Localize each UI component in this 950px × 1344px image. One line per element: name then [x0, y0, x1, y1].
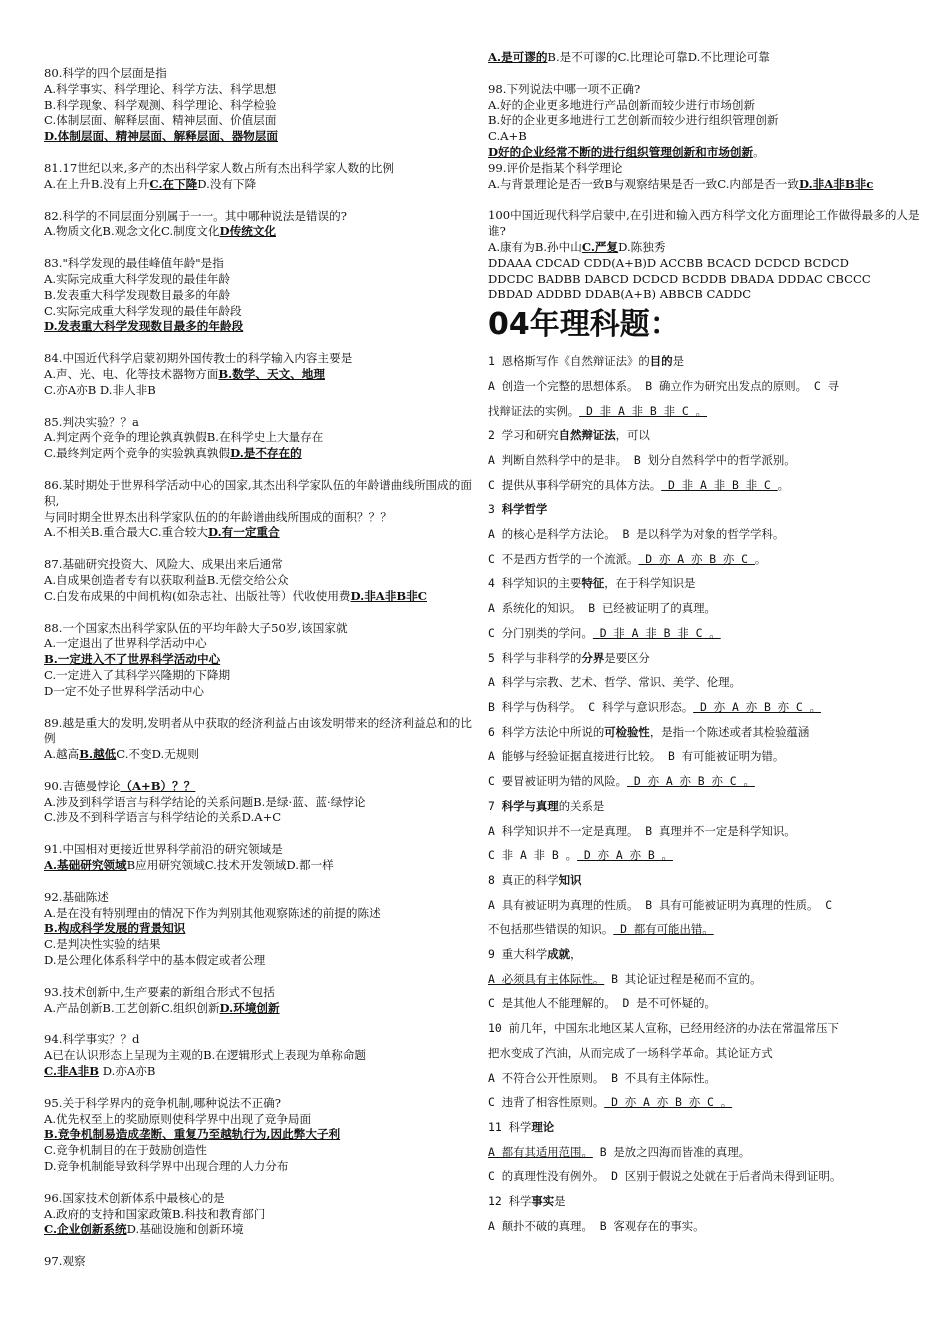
question-stem: 86.某时期处于世界科学活动中心的国家,其杰出科学家队伍的年龄谱曲线所围成的面积,	[44, 477, 472, 508]
option: A.物质文化B.观念文化C.制度文化	[44, 224, 220, 239]
option: A.不相关B.重合最大C.重合较大	[44, 525, 208, 540]
item-text: A 具有被证明为真理的性质。 B 具有可能被证明为真理的性质。 C	[488, 897, 833, 912]
answer-key-line: DDAAA CDCAD CDD(A+B)D ACCBB BCACD DCDCD BCDCD	[488, 255, 849, 270]
option: C.是判决性实验的结果	[44, 937, 161, 952]
bold-keyword: 科学与真理	[501, 798, 559, 813]
option: A.产品创新B.工艺创新C.组织创新	[44, 1000, 220, 1015]
item-line	[488, 1016, 928, 1041]
bold-keyword: 自然辩证法	[558, 428, 616, 443]
underlined-answer: D 亦 A 亦 B 亦 C 。	[693, 700, 822, 714]
underlined-answer: D 亦 A 亦 B 。	[577, 848, 673, 863]
option: C.体制层面、解释层面、精神层面、价值层面	[44, 113, 277, 128]
answer-key-line: DDCDC BADBB DABCD DCDCD BCDDB DBADA DDDAC CBCCC	[488, 271, 871, 286]
question-stem: 95.关于科学界内的竞争机制,哪种说法不正确?	[44, 1095, 282, 1110]
item-text: B 是放之四海而皆准的真理。	[592, 1144, 751, 1159]
question-95	[44, 1096, 480, 1175]
bold-keyword: 事实	[531, 1194, 555, 1209]
item-line	[488, 819, 928, 844]
item-text: 是	[672, 354, 684, 369]
item-text: 3	[488, 502, 502, 517]
item-list	[488, 349, 928, 1238]
item-text: ，是指一个陈述或者其检验蕴涵	[649, 724, 810, 739]
punctuation: 。	[753, 144, 765, 159]
question-stem: 84.中国近代科学启蒙初期外国传教士的科学输入内容主要是	[44, 351, 353, 366]
underlined-answer: A 必须具有主体际性。	[488, 971, 605, 986]
underlined-answer: D 亦 A 亦 B 亦 C 。	[604, 1095, 733, 1110]
answer-option: A.是可谬的	[488, 50, 548, 64]
item-text: ，在于科学知识是	[604, 576, 696, 591]
item-line	[488, 991, 928, 1016]
item-line	[488, 967, 928, 992]
item-text: 4 科学知识的主要	[488, 576, 582, 591]
item-line	[488, 868, 928, 893]
option: C.一定进入了其科学兴隆期的下降期	[44, 667, 231, 682]
question-98	[488, 82, 928, 161]
question-92	[44, 890, 480, 969]
answer-option: D.非A非B非c	[798, 176, 874, 191]
item-text: A 科学与宗教、艺术、哲学、常识、美学、伦理。	[488, 675, 741, 690]
option: A.涉及到科学语言与科学结论的关系问题B.是绿·蓝、蓝·绿悖论	[44, 794, 366, 809]
item-line	[488, 917, 928, 942]
item-text: 9 重大科学	[488, 947, 548, 962]
item-text: A 不符合公开性原则。 B 不具有主体际性。	[488, 1070, 716, 1085]
item-text: C 不是西方哲学的一个流派。	[488, 551, 639, 566]
option: C.A+B	[488, 129, 527, 144]
question-88	[44, 621, 480, 700]
option: A.好的企业更多地进行产品创新而较少进行市场创新	[488, 97, 756, 112]
question-86	[44, 478, 480, 541]
question-87	[44, 557, 480, 604]
answer-option: D传统文化	[219, 224, 276, 239]
item-line	[488, 1041, 928, 1066]
question-89	[44, 716, 480, 763]
item-text: A 颠扑不破的真理。 B 客观存在的事实。	[488, 1218, 705, 1233]
item-text: 10 前几年，中国东北地区某人宣称，已经用经济的办法在常温常压下	[488, 1021, 839, 1036]
item-text: A 判断自然科学中的是非。 B 划分自然科学中的哲学派别。	[488, 452, 796, 467]
answer-key-line: DBDAD ADDBD DDAB(A+B) ABBCB CADDC	[488, 287, 752, 302]
item-text: ，	[570, 947, 582, 962]
question-stem: 97.观察	[44, 1254, 86, 1269]
option: D.基础设施和创新环境	[126, 1222, 244, 1237]
answer-option: B.竞争机制易造成垄断、重复乃至越轨行为,因此弊大子利	[44, 1127, 341, 1142]
answer-option: D.是不存在的	[230, 446, 302, 461]
item-text: C 违背了相容性原则。	[488, 1095, 605, 1110]
item-text: 2 学习和研究	[488, 428, 559, 443]
item-line	[488, 621, 928, 646]
item-text: 11 科学	[488, 1119, 532, 1134]
option: A.优先权至上的奖励原则使科学界中出现了竞争局面	[44, 1111, 312, 1126]
option: A.声、光、电、化等技术器物方面	[44, 366, 219, 381]
item-line	[488, 1189, 928, 1214]
item-line	[488, 893, 928, 918]
question-stem: 94.科学事实？？d	[44, 1032, 140, 1047]
bold-keyword: 分界	[581, 650, 605, 665]
option: B应用研究领域C.技术开发领域D.都一样	[126, 858, 334, 873]
item-text: C 提供从事科学研究的具体方法。	[488, 477, 662, 492]
left-column	[44, 66, 480, 1286]
item-line	[488, 399, 928, 424]
item-text: 是	[554, 1194, 566, 1209]
question-83	[44, 256, 480, 335]
question-90	[44, 779, 480, 826]
option: C.实际完成重大科学发现的最佳年龄段	[44, 303, 242, 318]
item-line	[488, 423, 928, 448]
question-stem: 81.17世纪以来,多产的杰出科学家人数占所有杰出科学家人数的比例	[44, 160, 394, 175]
answer-option: （A+B）？？	[120, 778, 196, 793]
question-stem: 91.中国相对更接近世界科学前沿的研究领域是	[44, 842, 283, 857]
question-stem: 82.科学的不同层面分别属于一一。其中哪种说法是错误的?	[44, 208, 347, 223]
option: A.自成果创造者专有以获取利益B.无偿交给公众	[44, 572, 289, 587]
right-column	[488, 50, 928, 1238]
answer-option: D.发表重大科学发现数目最多的年龄段	[44, 319, 244, 334]
option: D.陈独秀	[618, 239, 666, 254]
option: B.是不可谬的C.比理论可靠D.不比理论可靠	[547, 50, 770, 64]
item-line	[488, 1115, 928, 1140]
item-text: C 是其他人不能理解的。 D 是不可怀疑的。	[488, 996, 716, 1011]
item-text: 。	[777, 477, 790, 492]
answer-option: D.有一定重合	[207, 525, 280, 540]
answer-option: B.一定进入不了世界科学活动中心	[44, 652, 221, 667]
underlined-answer: D 都有可能出错。	[613, 922, 714, 937]
question-94	[44, 1032, 480, 1079]
item-text: C 分门别类的学问。	[488, 625, 593, 640]
item-text: 12 科学	[488, 1194, 532, 1209]
option: A.与背景理论是否一致B与观察结果是否一致C.内部是否一致	[488, 176, 799, 191]
answer-option: C.在下降	[149, 176, 198, 191]
question-80	[44, 66, 480, 145]
bold-keyword: 科学哲学	[501, 502, 548, 517]
item-text: A 创造一个完整的思想体系。 B 确立作为研究出发点的原则。 C 寻	[488, 378, 840, 393]
item-line	[488, 374, 928, 399]
option: B.好的企业更多地进行工艺创新而较少进行组织管理创新	[488, 113, 779, 128]
item-line	[488, 1066, 928, 1091]
underlined-answer: D 非 A 非 B 非 C	[661, 477, 778, 492]
option: A.越高	[44, 747, 80, 762]
bold-keyword: 知识	[558, 872, 582, 887]
underlined-answer: A 都有其适用范围。	[488, 1144, 593, 1159]
bold-keyword: 特征	[581, 576, 605, 591]
option: A.科学事实、科学理论、科学方法、科学思想	[44, 81, 277, 96]
option: B.科学现象、科学观测、科学理论、科学检验	[44, 97, 277, 112]
question-97	[44, 1254, 480, 1270]
option: C.不变D.无规则	[116, 747, 199, 762]
option: D.没有下降	[197, 176, 257, 191]
item-text: 。	[754, 551, 767, 566]
question-93	[44, 985, 480, 1017]
item-line	[488, 1140, 928, 1165]
option: A已在认识形态上呈现为主观的B.在逻辑形式上表现为单称命题	[44, 1048, 367, 1063]
question-stem: 80.科学的四个层面是指	[44, 66, 167, 80]
question-stem: 98.下列说法中哪一项不正确?	[488, 81, 641, 96]
question-stem: 85.判决实验？？a	[44, 414, 139, 429]
option: A.实际完成重大科学发现的最佳年龄	[44, 271, 230, 286]
item-text: 不包括那些错误的知识。	[488, 922, 614, 937]
item-line	[488, 497, 928, 522]
item-line	[488, 843, 928, 868]
item-line	[488, 547, 928, 572]
question-100	[488, 208, 928, 255]
item-line	[488, 942, 928, 967]
item-line	[488, 720, 928, 745]
item-line	[488, 695, 928, 720]
item-line	[488, 522, 928, 547]
item-text: A 系统化的知识。 B 已经被证明了的真理。	[488, 601, 716, 616]
question-85	[44, 415, 480, 462]
item-line	[488, 349, 928, 374]
answer-option: C.非A非B	[44, 1064, 100, 1079]
answer-option: A.基础研究领域	[44, 858, 127, 873]
item-text: B 其论证过程是秘而不宣的。	[604, 971, 762, 986]
item-text: 7	[488, 798, 502, 813]
item-line	[488, 473, 928, 498]
question-99	[488, 161, 928, 193]
answer-option: B.数学、天文、地理	[218, 366, 325, 381]
answer-option: D.环境创新	[219, 1000, 280, 1015]
item-line	[488, 1090, 928, 1115]
option: B.发表重大科学发现数目最多的年龄	[44, 287, 231, 302]
question-91	[44, 842, 480, 874]
question-stem-2: 与同时期全世界杰出科学家队伍的的年龄谱曲线所围成的面积？？？	[44, 509, 392, 524]
underlined-answer: D 亦 A 亦 B 亦 C	[638, 551, 755, 566]
question-stem: 87.基础研究投资大、风险大、成果出来后通常	[44, 557, 283, 572]
item-text: C 的真理性没有例外。 D 区别于假说之处就在于后者尚未得到证明。	[488, 1169, 842, 1184]
option: D.是公理化体系科学中的基本假定或者公理	[44, 953, 266, 968]
item-line	[488, 596, 928, 621]
item-text: 1 恩格斯写作《自然辩证法》的	[488, 354, 650, 369]
item-text: 5 科学与非科学的	[488, 650, 582, 665]
item-text: A 能够与经验证据直接进行比较。 B 有可能被证明为错。	[488, 749, 785, 764]
item-text: A 的核心是科学方法论。 B 是以科学为对象的哲学学科。	[488, 527, 785, 542]
answer-option: B.构成科学发展的背景知识	[44, 921, 186, 936]
question-stem: 89.越是重大的发明,发明者从中获取的经济利益占由该发明带来的经济利益总和的比例	[44, 715, 472, 746]
option: A.康有为B.孙中山	[488, 239, 582, 254]
answer-option: D好的企业经常不断的进行组织管理创新和市场创新	[488, 144, 754, 159]
item-text: 6 科学方法论中所说的	[488, 724, 605, 739]
bold-keyword: 理论	[531, 1119, 555, 1134]
item-text: 把水变成了汽油，从而完成了一场科学革命。其论证方式	[488, 1045, 773, 1060]
item-line	[488, 769, 928, 794]
question-stem: 96.国家技术创新体系中最核心的是	[44, 1190, 225, 1205]
item-line	[488, 646, 928, 671]
item-line	[488, 1214, 928, 1239]
option: C.白发布成果的中间机构(如杂志社、出版社等）代收使用费	[44, 588, 351, 603]
item-text: 找辩证法的实例。	[488, 403, 580, 418]
item-text: 是要区分	[604, 650, 650, 665]
item-text: 8 真正的科学	[488, 872, 559, 887]
question-stem: 99.评价是指某个科学理论	[488, 160, 623, 175]
bold-keyword: 成就	[547, 947, 571, 962]
option: C.最终判定两个竞争的实验孰真孰假	[44, 446, 231, 461]
option: D一定不处子世界科学活动中心	[44, 683, 205, 698]
option: A.判定两个竞争的理论孰真孰假B.在科学史上大量存在	[44, 430, 324, 445]
question-84	[44, 351, 480, 398]
option: A.是在没有特别理由的情况下作为判别其他观察陈述的前提的陈述	[44, 905, 381, 920]
underlined-answer: D 亦 A 亦 B 亦 C 。	[627, 774, 755, 789]
underlined-answer: D 非 A 非 B 非 C 。	[579, 403, 707, 418]
answer-option: C.企业创新系统	[44, 1222, 127, 1237]
underlined-answer: D 非 A 非 B 非 C 。	[592, 625, 721, 640]
item-line	[488, 670, 928, 695]
answer-key	[488, 256, 928, 303]
section-heading: 04年理科题：	[488, 307, 680, 343]
item-line	[488, 744, 928, 769]
question-stem: 100中国近现代科学启蒙中,在引进和输入西方科学文化方面理论工作做得最多的人是谁?	[488, 208, 920, 239]
option: A.在上升B.没有上升	[44, 176, 150, 191]
item-text: C 非 A 非 B 。	[488, 848, 578, 863]
option: C.涉及不到科学语言与科学结论的关系D.A+C	[44, 810, 282, 825]
bold-keyword: 可检验性	[604, 724, 650, 739]
option: A.政府的支持和国家政策B.科技和教育部门	[44, 1206, 266, 1221]
item-line	[488, 794, 928, 819]
item-text: ，可以	[615, 428, 650, 443]
item-text: C 要冒被证明为错的风险。	[488, 774, 628, 789]
question-97-options	[488, 50, 928, 66]
item-line	[488, 571, 928, 596]
item-line	[488, 448, 928, 473]
item-line	[488, 1164, 928, 1189]
question-stem: 93.技术创新中,生产要素的新组合形式不包括	[44, 984, 275, 999]
item-text: 的关系是	[558, 798, 605, 813]
question-96	[44, 1191, 480, 1238]
option: A.一定退出了世界科学活动中心	[44, 636, 207, 651]
answer-option: C.严复	[581, 239, 619, 254]
question-81	[44, 161, 480, 193]
option: C.竞争机制目的在于鼓励创造性	[44, 1143, 207, 1158]
answer-option: B.越低	[79, 747, 117, 762]
answer-option: D.非A非B非C	[350, 588, 427, 603]
option: D.竞争机制能导致科学界中出现合理的人力分布	[44, 1159, 289, 1174]
question-stem: 88.一个国家杰出科学家队伍的平均年龄大子50岁,该国家就	[44, 620, 348, 635]
bold-keyword: 目的	[649, 354, 673, 369]
answer-option: D.体制层面、精神层面、解释层面、器物层面	[44, 129, 278, 144]
question-stem: 83."科学发现的最佳峰值年龄"是指	[44, 256, 224, 271]
question-stem: 92.基础陈述	[44, 889, 109, 904]
question-stem: 90.吉德曼悖论	[44, 778, 121, 793]
question-82	[44, 209, 480, 241]
option: C.亦A亦B D.非人非B	[44, 382, 156, 397]
item-text: A 科学知识并不一定是真理。 B 真理并不一定是科学知识。	[488, 823, 796, 838]
option: D.亦A亦B	[99, 1064, 156, 1079]
item-text: B 科学与伪科学。 C 科学与意识形态。	[488, 700, 694, 714]
